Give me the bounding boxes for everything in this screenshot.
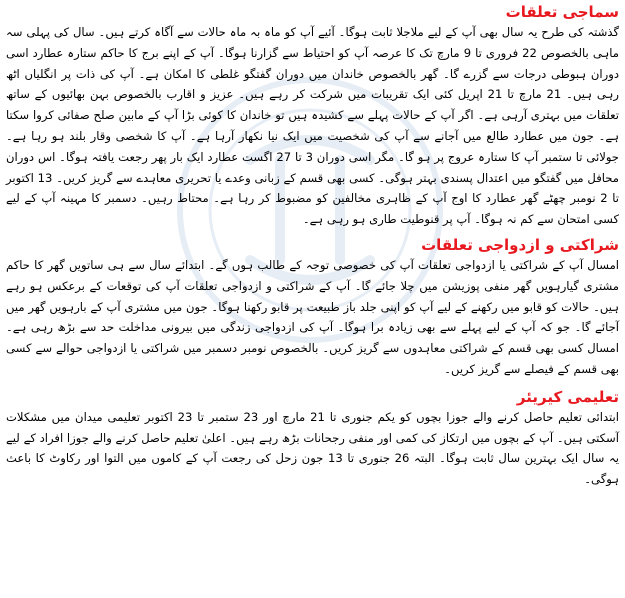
section-body-social-relations: گذشتہ کی طرح یہ سال بھی آپ کے لیے ملاجلا ثابت ہوگا۔ آئیے آپ کو ماہ بہ ماہ حالات سے آگاہ کرتے ہیں۔ سال کی پہلی سہ ماہی بالخصوص 22 فروری تا 9 مارچ تک کا عرصہ آپ کو احتیاط سے گزارنا ہوگا۔ آپ کے اپنے برج کا حاکم ستارہ عطارد اسی دوران ہبوطی درجات سے گزرے گا۔ گھر بالخصوص خاندان میں دوران گفتگو غلطی کا امکان ہے۔ آپ کی ذات پر انگلیاں اٹھ رہی ہیں۔ 21 مارچ تا 21 اپریل کئی ایک تقریبات میں شرکت کر رہے ہیں۔ عزیز و اقارب بالخصوص بہن بھائیوں کے ساتھ تعلقات میں بہتری آرہی ہے۔ اگر آپ کے حالات پہلے سے کشیدہ ہیں تو خاندان کا کوئی بڑا آپ کے مابین صلح صفائی کروا سکتا ہے۔ جون میں عطارد طالع میں آجانے سے آپ کی شخصیت میں ایک نیا نکھار آرہا ہے۔ آپ کا شخصی وقار بلند ہو رہا ہے۔ جولائی تا ستمبر آپ کا ستارہ عروج پر ہو گا۔ مگر اسی دوران 3 تا 27 اگست عطارد ایک بار پھر رجعت یافتہ ہوگا۔ اس دوران محافل میں گفتگو میں اعتدال پسندی بہتر ہوگی۔ کسی بھی قسم کے زبانی وعدے یا تحریری معاہدے سے گریز کریں۔ 13 اکتوبر تا 2 نومبر چھٹے گھر عطارد کا اوج آپ کے ظاہری مخالفین کو مضبوط کر رہا ہے۔ محتاط رہیں۔ دسمبر کا مہینہ آپ کے لیے کسی امتحان سے کم نہ ہوگا۔ آپ پر قنوطیت طاری ہو رہی ہے۔ bbox=[6, 25, 620, 227]
section-body-education-career: ابتدائی تعلیم حاصل کرنے والے جوزا بچوں کو یکم جنوری تا 21 مارچ اور 23 ستمبر تا 23 اکتوبر تعلیمی میدان میں مشکلات آسکتی ہیں۔ آپ کے بچوں میں ارتکاز کی کمی اور منفی رجحانات بڑھ رہے ہیں۔ اعلیٰ تعلیم حاصل کرنے والے جوزا افراد کے لیے یہ سال ایک بہترین سال ثابت ہوگا۔ البتہ 26 جنوری تا 13 جون زحل کی رجعت آپ کے کاموں میں التوا اور رکاوٹ کا باعث ہوگی۔ bbox=[6, 409, 619, 487]
section-body-partnership-marriage: امسال آپ کے شراکتی یا ازدواجی تعلقات آپ کی خصوصی توجہ کے طالب ہوں گے۔ ابتدائے سال سے ہی ساتویں گھر کا حاکم مشتری گیارہویں گھر منفی پوزیشن میں چلا جائے گا۔ آپ کے شراکتی و ازدواجی تعلقات آپ کی توقعات کے برعکس ہو رہے ہیں۔ حالات کو قابو میں رکھنے کے لیے آپ کو اپنی جلد باز طبیعت پر قابو رکھنا ہوگا۔ جون میں مشتری آپ کے بارہویں گھر میں آجائے گا۔ جو کہ آپ کے لیے پہلے سے بھی زیادہ برا ہوگا۔ آپ کی ازدواجی زندگی میں بیرونی مداخلت حد سے بڑھ رہی ہے۔ امسال کسی بھی قسم کے شراکتی معاہدوں سے گریز کریں۔ بالخصوص نومبر دسمبر میں شراکتی یا ازدواجی حوالے سے کسی بھی قسم کے فیصلے سے گریز کریں۔ bbox=[6, 257, 619, 376]
section-title-social-relations: سماجی تعلقات bbox=[505, 3, 619, 21]
section-title-partnership-marriage: شراکتی و ازدواجی تعلقات bbox=[421, 235, 619, 254]
section-title-education-career: تعلیمی کیریئر bbox=[516, 387, 619, 406]
